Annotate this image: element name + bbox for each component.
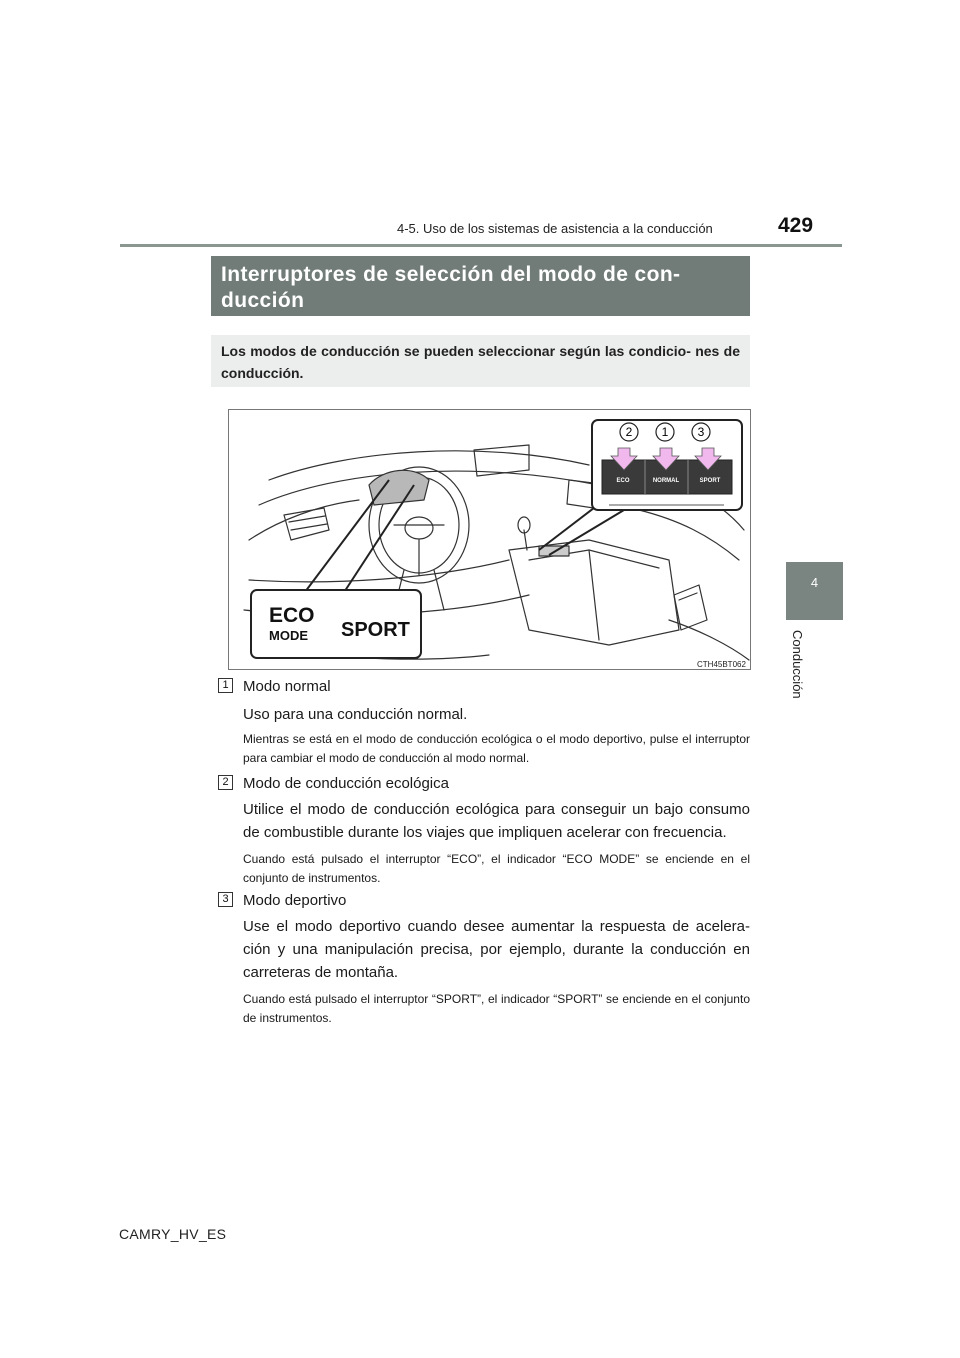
item-number-3: 3 xyxy=(218,892,233,907)
switch-label-normal: NORMAL xyxy=(652,478,680,484)
chapter-tab-number: 4 xyxy=(810,575,819,590)
item-note-eco: Cuando está pulsado el interruptor “ECO”, el indicador “ECO MODE” se enciende en el conjunto de instrumentos. xyxy=(243,852,750,885)
item-note-sport: Cuando está pulsado el interruptor “SPORT”, el indicador “SPORT” se enciende en el conjunto de instrumentos. xyxy=(243,992,750,1025)
figure-code: CTH45BT062 xyxy=(697,660,746,669)
section-title-line2: ducción xyxy=(221,289,305,312)
section-title-box xyxy=(211,256,750,316)
chapter-tab-label: Conducción xyxy=(790,630,805,699)
item-number-1: 1 xyxy=(218,678,233,693)
intro-text: Los modos de conducción se pueden seleccionar según las condicio- nes de conducción. xyxy=(221,343,740,381)
item-title-normal: Modo normal xyxy=(243,678,331,695)
section-title-line1: Interruptores de selección del modo de con- xyxy=(221,263,681,286)
item-desc-normal: Uso para una conducción normal. xyxy=(243,706,468,723)
item-number-2: 2 xyxy=(218,775,233,790)
callout-number-sport: 3 xyxy=(697,425,705,439)
chapter-tab xyxy=(786,562,843,620)
chapter-tab-label-wrap xyxy=(790,630,810,720)
callout-number-eco: 2 xyxy=(625,425,633,439)
intro-box xyxy=(211,335,750,387)
indicator-eco-text: ECO xyxy=(269,604,315,627)
header-section-title: 4-5. Uso de los sistemas de asistencia a la conducción xyxy=(397,221,713,236)
footer-model-code: CAMRY_HV_ES xyxy=(119,1226,227,1242)
indicator-sport-text: SPORT xyxy=(341,619,410,641)
item-note-normal: Mientras se está en el modo de conducción ecológica o el modo deportivo, pulse el interruptor para cambiar el modo de conducción al modo normal. xyxy=(243,732,750,765)
dashboard-illustration xyxy=(228,409,751,670)
item-desc-sport: Use el modo deportivo cuando desee aumentar la respuesta de acelera- ción y una manipulación precisa, por ejemplo, durante la conducción en carreteras de montaña. xyxy=(243,918,750,981)
switch-label-sport: SPORT xyxy=(699,478,721,484)
item-desc-eco: Utilice el modo de conducción ecológica para conseguir un bajo consumo de combustible durante los viajes que impliquen acelerar con frecuencia. xyxy=(243,801,750,841)
switch-label-eco: ECO xyxy=(616,478,630,484)
dashboard-drawing xyxy=(229,410,751,670)
callout-number-normal: 1 xyxy=(661,425,669,439)
indicator-mode-text: MODE xyxy=(269,628,308,643)
item-title-sport: Modo deportivo xyxy=(243,892,347,909)
header-divider xyxy=(120,244,842,247)
item-title-eco: Modo de conducción ecológica xyxy=(243,775,449,792)
page-number: 429 xyxy=(778,214,814,237)
